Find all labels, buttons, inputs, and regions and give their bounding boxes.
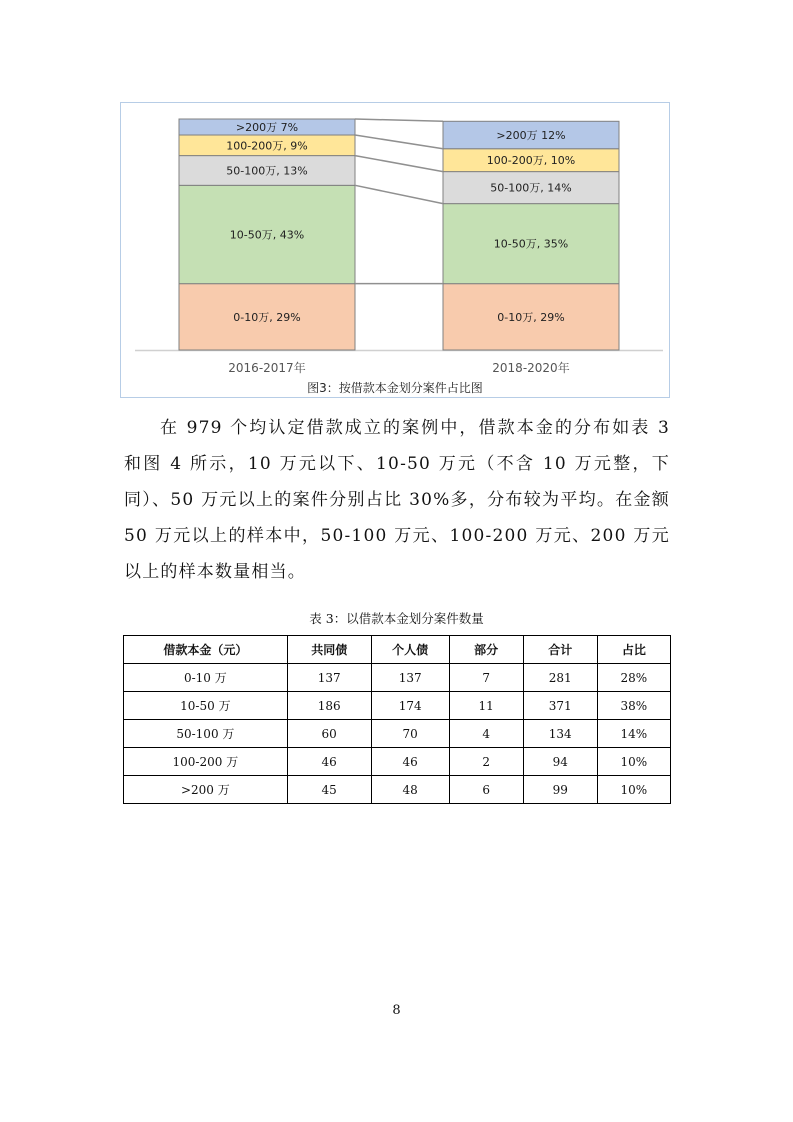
data-label: 10-50万, 35% — [493, 237, 569, 251]
table-row — [124, 748, 671, 776]
series-connector-line — [355, 119, 443, 121]
header-personal-debt: 个人债 — [371, 636, 449, 664]
cell-joint-debt: 45 — [287, 776, 371, 804]
cell-partial: 2 — [449, 748, 523, 776]
figure-frame — [120, 102, 670, 398]
cell-total: 94 — [523, 748, 597, 776]
cell-principal: 100-200 万 — [124, 748, 288, 776]
header-principal: 借款本金（元） — [124, 636, 288, 664]
data-label: 100-200万, 10% — [486, 154, 576, 168]
cell-share: 10% — [597, 748, 670, 776]
loan-principal-table — [123, 635, 671, 804]
table-row — [124, 664, 671, 692]
cell-personal-debt: 70 — [371, 720, 449, 748]
table-header-row — [124, 636, 671, 664]
x-tick-label: 2016-2017年 — [228, 361, 306, 375]
table-row — [124, 776, 671, 804]
cell-personal-debt: 137 — [371, 664, 449, 692]
cell-share: 38% — [597, 692, 670, 720]
cell-principal: 0-10 万 — [124, 664, 288, 692]
header-joint-debt: 共同债 — [287, 636, 371, 664]
body-paragraph: 在 979 个均认定借款成立的案例中，借款本金的分布如表 3 和图 4 所示，10 万元以下、10-50 万元（不含 10 万元整，下同）、50 万元以上的案件分别占比 30%多，分布较为平均。在金额 50 万元以上的样本中，50-100 万元、100-200 万元、200 万元以上的样本数量相当。 — [124, 418, 670, 582]
cell-share: 28% — [597, 664, 670, 692]
data-label: 50-100万, 13% — [226, 164, 308, 178]
cell-joint-debt: 186 — [287, 692, 371, 720]
series-connector-line — [355, 185, 443, 203]
cell-partial: 4 — [449, 720, 523, 748]
header-share: 占比 — [597, 636, 670, 664]
data-label: 100-200万, 9% — [226, 139, 308, 153]
cell-partial: 7 — [449, 664, 523, 692]
header-partial: 部分 — [449, 636, 523, 664]
cell-total: 281 — [523, 664, 597, 692]
cell-principal: 50-100 万 — [124, 720, 288, 748]
cell-joint-debt: 137 — [287, 664, 371, 692]
table-caption: 表 3：以借款本金划分案件数量 — [309, 611, 484, 626]
data-label: 50-100万, 14% — [490, 181, 572, 195]
cell-principal: >200 万 — [124, 776, 288, 804]
data-label: 10-50万, 43% — [229, 228, 305, 242]
series-connector-line — [355, 156, 443, 172]
cell-partial: 11 — [449, 692, 523, 720]
x-tick-label: 2018-2020年 — [492, 361, 570, 375]
page-number: 8 — [392, 1003, 401, 1018]
header-total: 合计 — [523, 636, 597, 664]
cell-partial: 6 — [449, 776, 523, 804]
cell-total: 371 — [523, 692, 597, 720]
cell-joint-debt: 46 — [287, 748, 371, 776]
data-label: 0-10万, 29% — [497, 310, 565, 324]
cell-share: 10% — [597, 776, 670, 804]
cell-personal-debt: 46 — [371, 748, 449, 776]
data-label: 0-10万, 29% — [233, 310, 301, 324]
stacked-bar-chart — [121, 103, 669, 397]
cell-total: 99 — [523, 776, 597, 804]
data-label: >200万 7% — [235, 121, 299, 135]
figure-caption: 图3：按借款本金划分案件占比图 — [307, 381, 483, 395]
cell-principal: 10-50 万 — [124, 692, 288, 720]
cell-personal-debt: 174 — [371, 692, 449, 720]
table-row — [124, 692, 671, 720]
cell-joint-debt: 60 — [287, 720, 371, 748]
cell-total: 134 — [523, 720, 597, 748]
cell-share: 14% — [597, 720, 670, 748]
cell-personal-debt: 48 — [371, 776, 449, 804]
data-label: >200万 12% — [496, 129, 566, 143]
series-connector-line — [355, 135, 443, 149]
table-row — [124, 720, 671, 748]
